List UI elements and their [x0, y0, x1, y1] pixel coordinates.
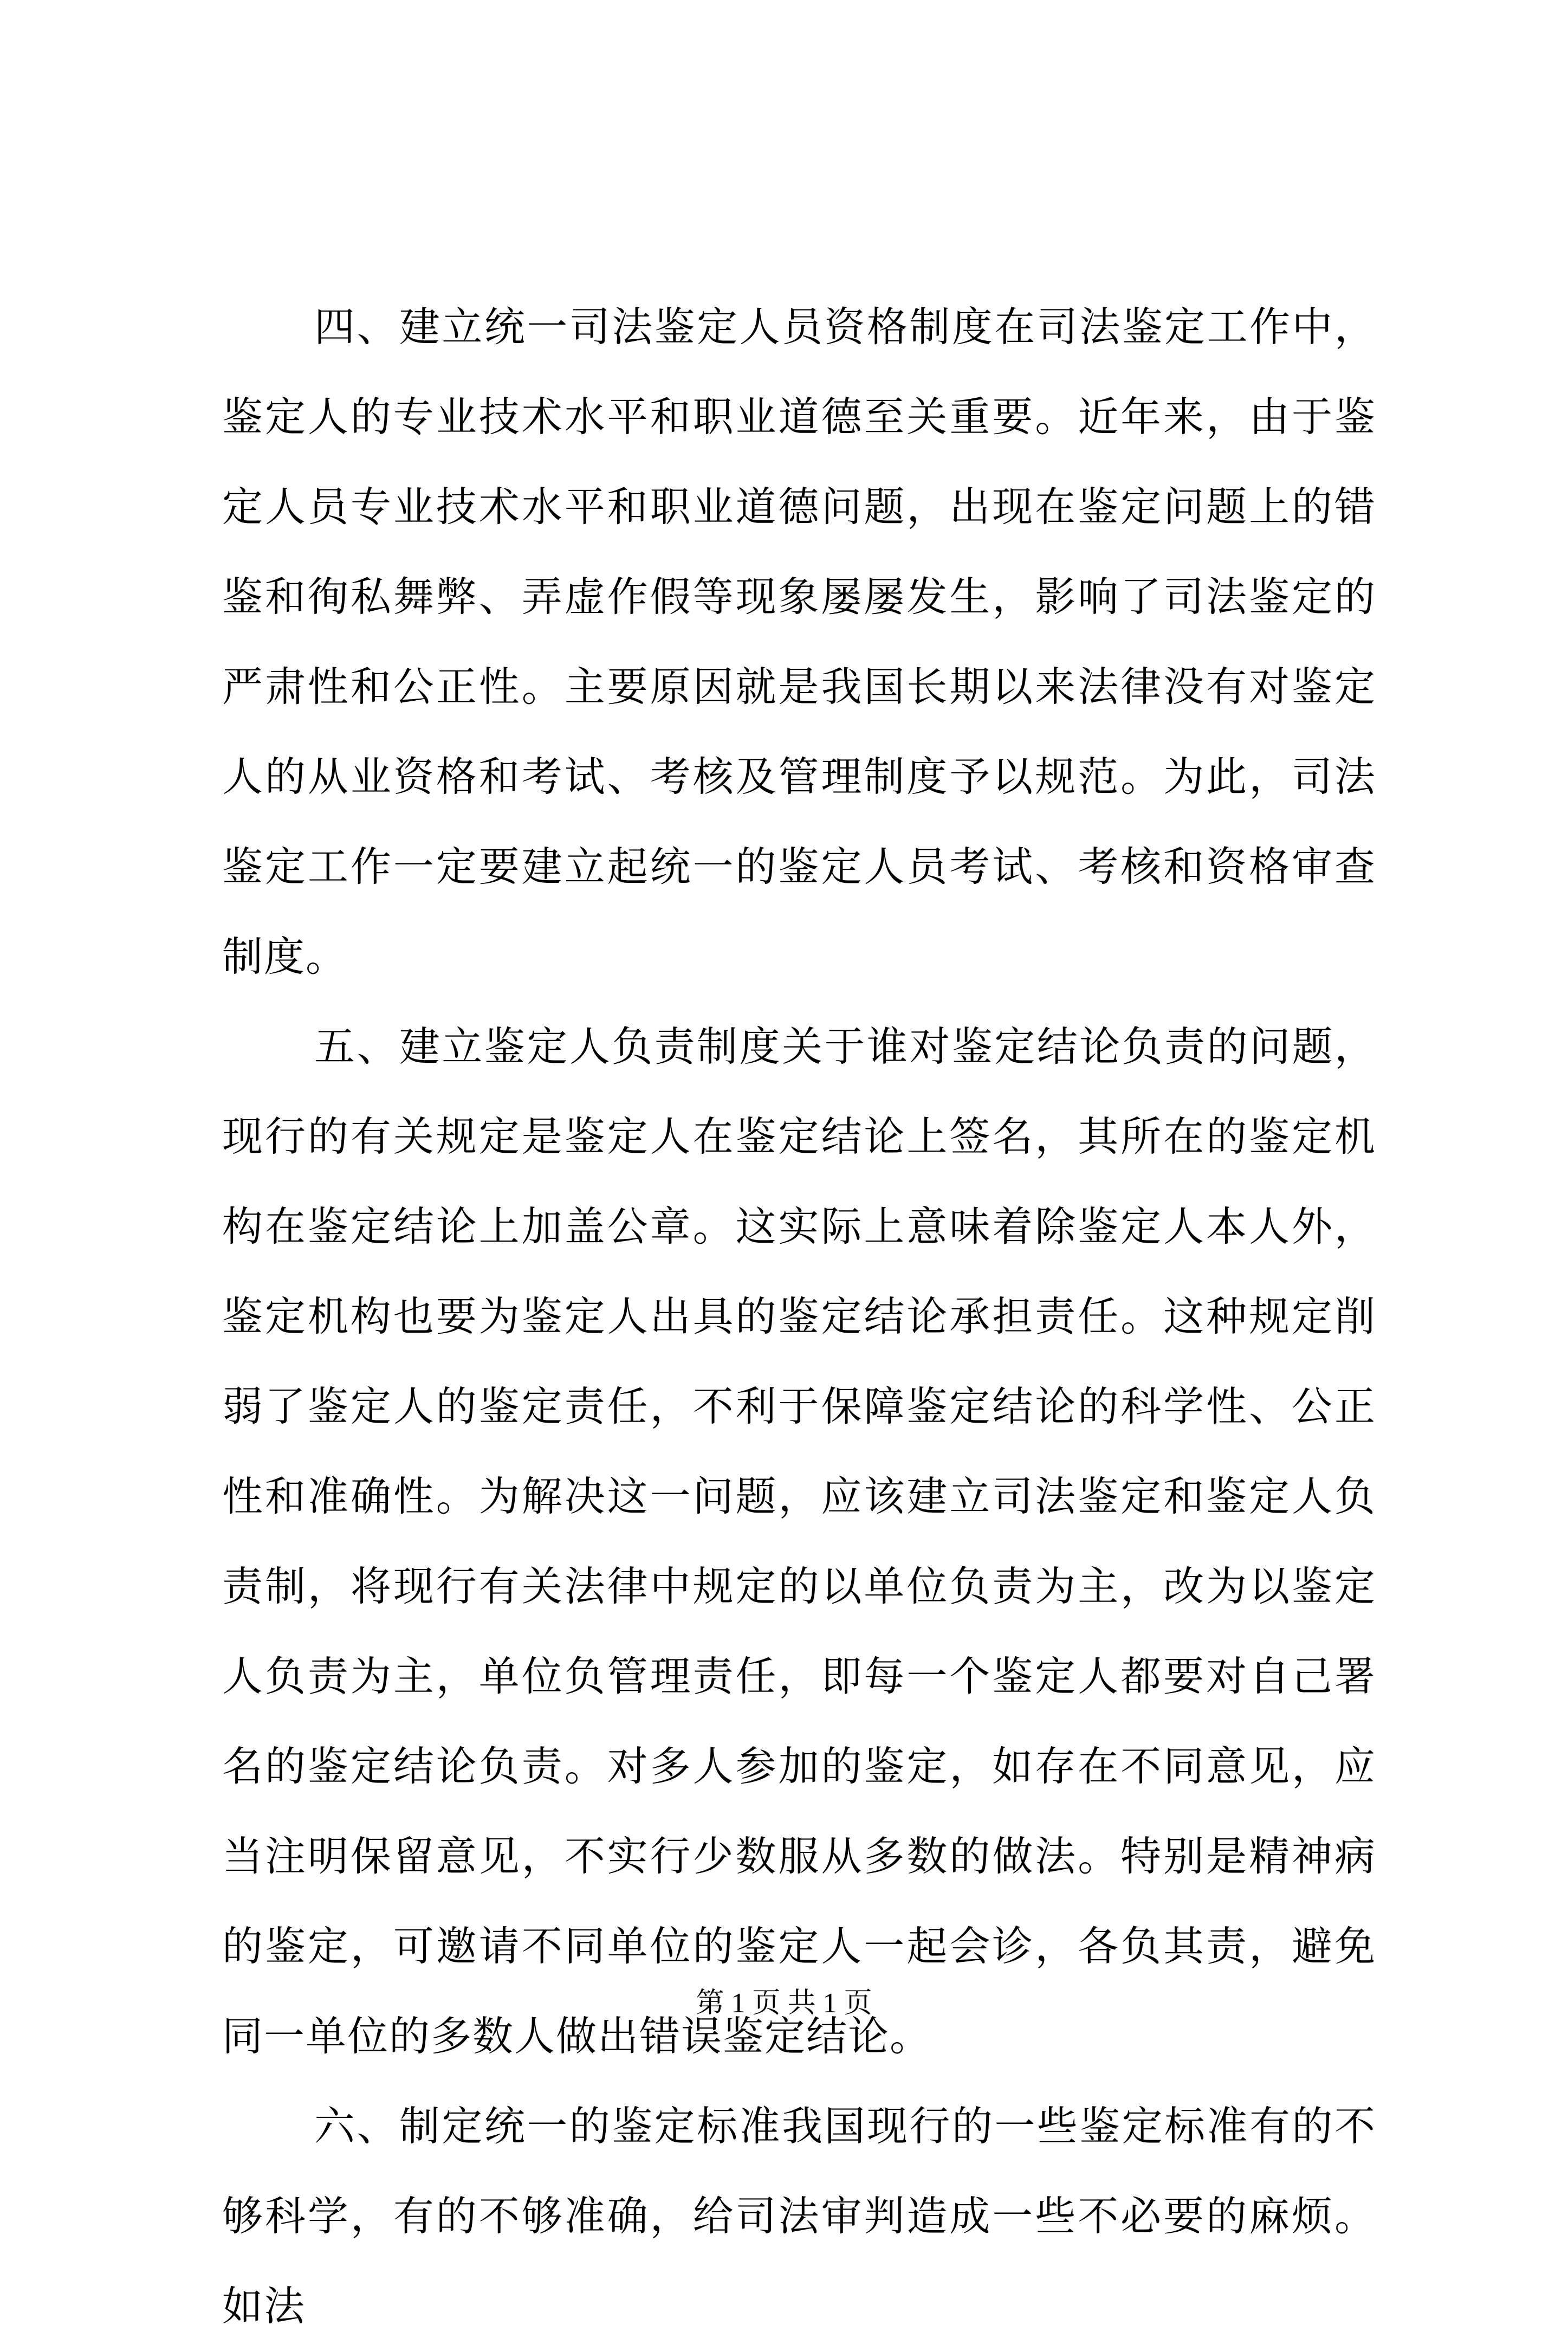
paragraph-five-responsibility-system: 五、建立鉴定人负责制度关于谁对鉴定结论负责的问题，现行的有关规定是鉴定人在鉴定结论上签名，其所在的鉴定机构在鉴定结论上加盖公章。这实际上意味着除鉴定人本人外，鉴定机构也要为鉴定人出具的鉴定结论承担责任。这种规定削弱了鉴定人的鉴定责任，不利于保障鉴定结论的科学性、公正性和准确性。为解决这一问题，应该建立司法鉴定和鉴定人负责制，将现行有关法律中规定的以单位负责为主，改为以鉴定人负责为主，单位负管理责任，即每一个鉴定人都要对自己署名的鉴定结论负责。对多人参加的鉴定，如存在不同意见，应当注明保留意见，不实行少数服从多数的做法。特别是精神病的鉴定，可邀请不同单位的鉴定人一起会诊，各负其责，避免同一单位的多数人做出错误鉴定结论。 [222, 1023, 1376, 2060]
document-body [222, 282, 1376, 2351]
page-number-footer: 第 1 页 共 1 页 [696, 1988, 872, 2019]
paragraph-six-unified-standards: 六、制定统一的鉴定标准我国现行的一些鉴定标准有的不够科学，有的不够准确，给司法审判造成一些不必要的麻烦。如法 [222, 2102, 1376, 2330]
paragraph-four-qualification-system: 四、建立统一司法鉴定人员资格制度在司法鉴定工作中，鉴定人的专业技术水平和职业道德至关重要。近年来，由于鉴定人员专业技术水平和职业道德问题，出现在鉴定问题上的错鉴和徇私舞弊、弄虚作假等现象屡屡发生，影响了司法鉴定的严肃性和公正性。主要原因就是我国长期以来法律没有对鉴定人的从业资格和考试、考核及管理制度予以规范。为此，司法鉴定工作一定要建立起统一的鉴定人员考试、考核和资格审查制度。 [222, 303, 1376, 980]
